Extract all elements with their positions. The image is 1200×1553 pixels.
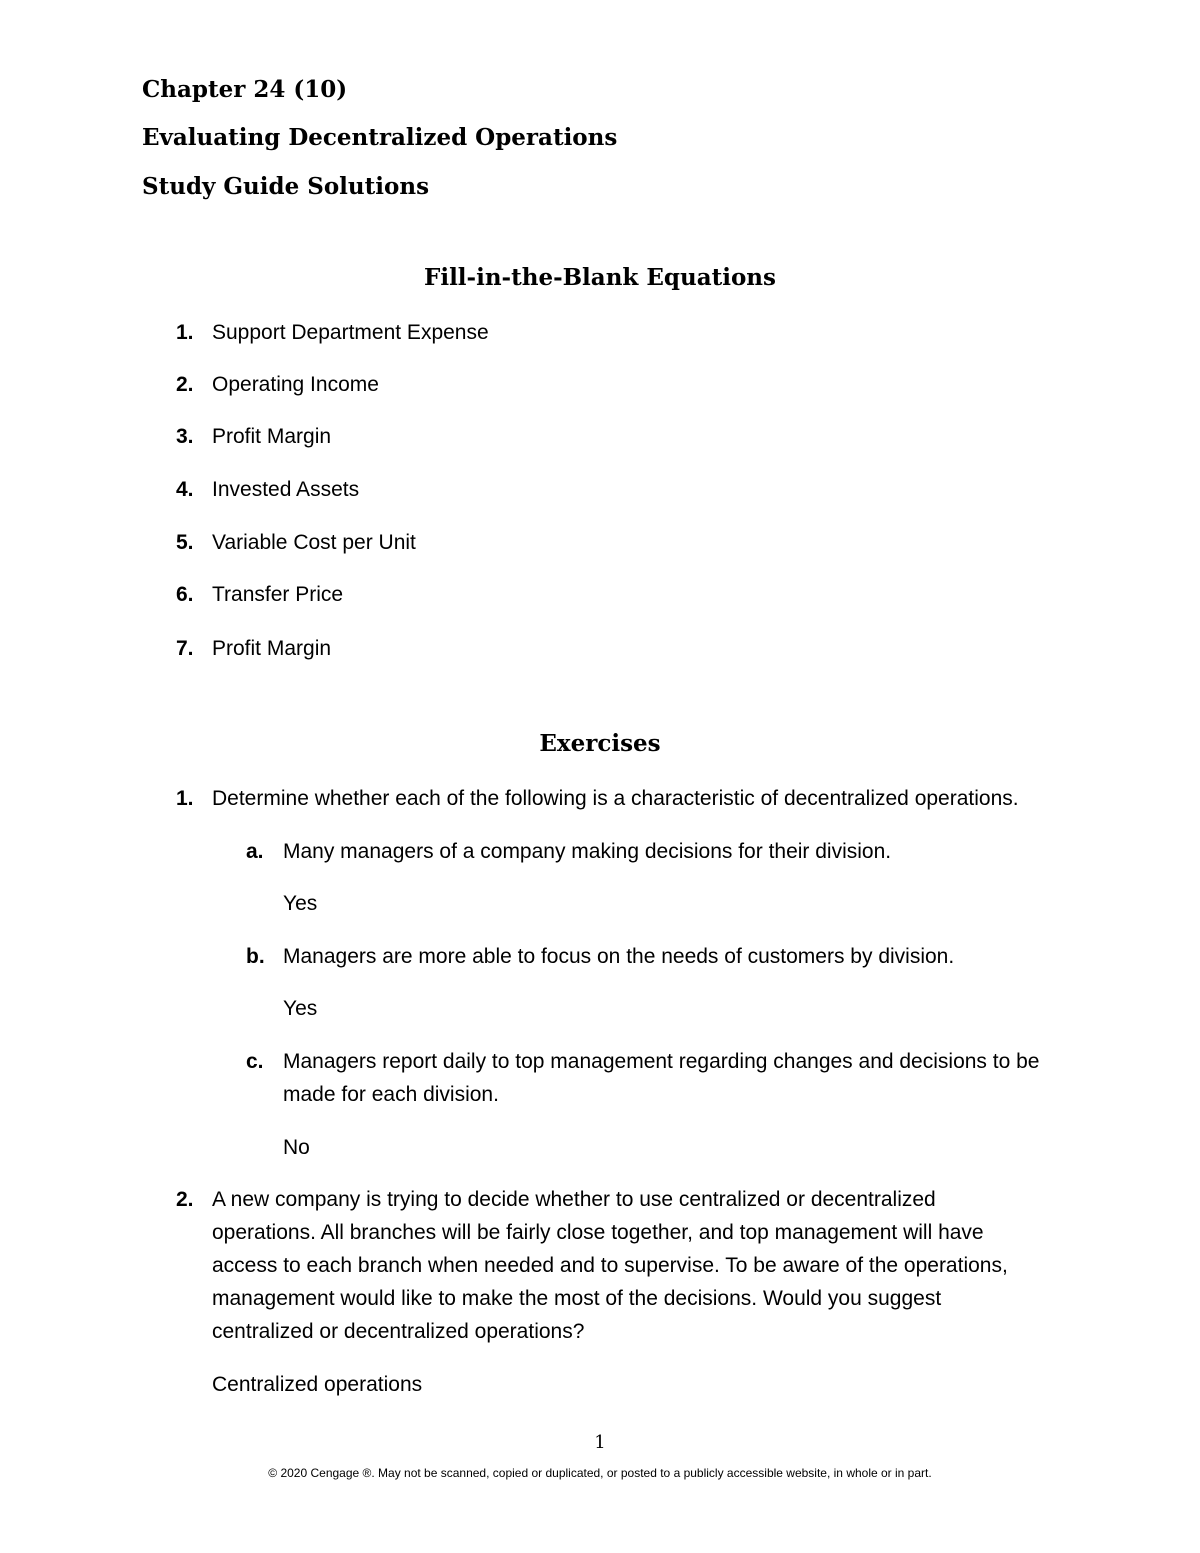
item-text: Profit Margin: [212, 637, 332, 660]
exercise-number: 1.: [176, 787, 194, 810]
item-number: 7.: [176, 637, 194, 660]
chapter-title: Chapter 24 (10): [142, 76, 348, 103]
item-text: Invested Assets: [212, 478, 360, 501]
item-number: 6.: [176, 583, 194, 606]
copyright-notice: © 2020 Cengage ®. May not be scanned, copied or duplicated, or posted to a publicly accessible website, in whole or in part.: [268, 1466, 932, 1480]
part-question: Managers are more able to focus on the needs of customers by division.: [283, 945, 955, 968]
item-text: Operating Income: [212, 373, 379, 396]
part-answer: No: [283, 1136, 310, 1159]
part-answer: Yes: [283, 892, 318, 915]
item-text: Support Department Expense: [212, 321, 489, 344]
exercise-answer: Centralized operations: [212, 1373, 423, 1396]
part-question: Many managers of a company making decisions for their division.: [283, 840, 892, 863]
chapter-subtitle: Evaluating Decentralized Operations: [142, 124, 618, 151]
exercise-number: 2.: [176, 1188, 194, 1211]
item-text: Transfer Price: [212, 583, 344, 606]
item-number: 5.: [176, 531, 194, 554]
part-letter: c.: [246, 1050, 264, 1073]
item-number: 3.: [176, 425, 194, 448]
item-number: 2.: [176, 373, 194, 396]
part-question: Managers report daily to top management regarding changes and decisions to be made for each division.: [283, 1050, 1040, 1106]
item-text: Variable Cost per Unit: [212, 531, 416, 554]
item-number: 4.: [176, 478, 194, 501]
guide-title: Study Guide Solutions: [142, 173, 430, 200]
part-answer: Yes: [283, 997, 318, 1020]
fill-in-section-title: Fill-in-the-Blank Equations: [424, 264, 776, 291]
item-text: Profit Margin: [212, 425, 332, 448]
exercise-question: Determine whether each of the following is a characteristic of decentralized operations.: [212, 787, 1019, 810]
exercise-question: A new company is trying to decide whether to use centralized or decentralized operations. All branches will be fairly close together, and top management will have access to each branch when needed and to supervise. To be aware of the operations, management would like to make the most of the decisions. Would you suggest centralized or decentralized operations?: [212, 1188, 1008, 1343]
page-number: 1: [594, 1432, 606, 1453]
item-number: 1.: [176, 321, 194, 344]
part-letter: b.: [246, 945, 265, 968]
part-letter: a.: [246, 840, 264, 863]
exercises-section-title: Exercises: [539, 730, 661, 757]
